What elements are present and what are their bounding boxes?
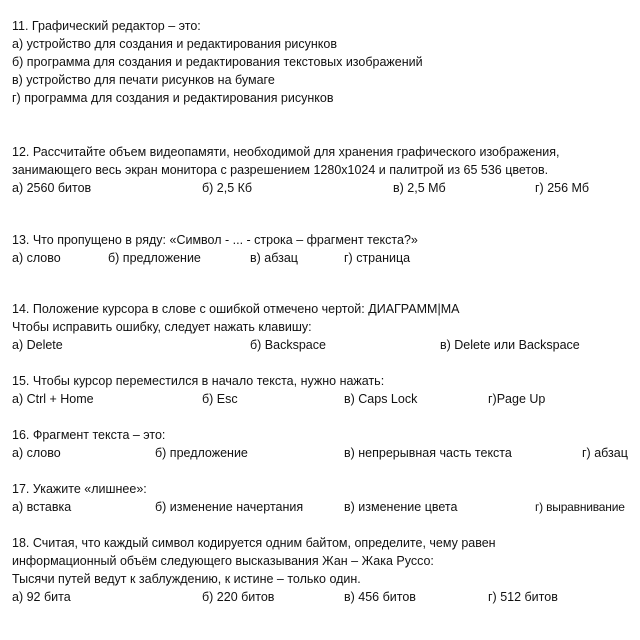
question-14-title: 14. Положение курсора в слове с ошибкой отмечено чертой: ДИАГРАММ|МА (12, 302, 460, 316)
question-11-title: 11. Графический редактор – это: (12, 19, 201, 33)
question-17-option-d: г) выравнивание (535, 500, 625, 514)
question-16-option-b: б) предложение (155, 446, 248, 460)
question-12-option-d: г) 256 Мб (535, 181, 590, 195)
question-11-option-d: г) программа для создания и редактирования рисунков (12, 91, 334, 105)
question-13-title: 13. Что пропущено в ряду: «Символ - ... - строка – фрагмент текста?» (12, 233, 418, 247)
question-12-option-a: а) 2560 битов (12, 181, 92, 195)
question-14-option-c: в) Delete или Backspace (440, 338, 580, 352)
question-18-option-d: г) 512 битов (488, 590, 558, 604)
question-15-option-a: а) Ctrl + Home (12, 392, 94, 406)
question-14-option-b: б) Backspace (250, 338, 326, 352)
question-17-option-a: а) вставка (12, 500, 72, 514)
question-16-option-a: а) слово (12, 446, 61, 460)
question-17-title: 17. Укажите «лишнее»: (12, 482, 147, 496)
question-12-option-b: б) 2,5 Кб (202, 181, 253, 195)
question-14-option-a: а) Delete (12, 338, 63, 352)
question-11-option-a: а) устройство для создания и редактирования рисунков (12, 37, 337, 51)
question-13-option-a: а) слово (12, 251, 61, 265)
question-15-option-d: г)Page Up (488, 392, 546, 406)
question-13-option-d: г) страница (344, 251, 411, 265)
question-12-option-c: в) 2,5 Мб (393, 181, 446, 195)
question-17-option-b: б) изменение начертания (155, 500, 304, 514)
question-18-option-a: а) 92 бита (12, 590, 71, 604)
question-16-option-c: в) непрерывная часть текста (344, 446, 512, 460)
question-11-option-b: б) программа для создания и редактирования текстовых изображений (12, 55, 423, 69)
question-15-option-c: в) Caps Lock (344, 392, 418, 406)
question-18-option-b: б) 220 битов (202, 590, 275, 604)
question-15-title: 15. Чтобы курсор переместился в начало текста, нужно нажать: (12, 374, 385, 388)
question-12-title: 12. Рассчитайте объем видеопамяти, необходимой для хранения графического изображения, (12, 145, 560, 159)
question-13-option-b: б) предложение (108, 251, 201, 265)
question-13-option-c: в) абзац (250, 251, 298, 265)
question-12-title-line-2: занимающего весь экран монитора с разрешением 1280x1024 и палитрой из 65 536 цветов. (12, 163, 549, 177)
question-16-title: 16. Фрагмент текста – это: (12, 428, 166, 442)
question-14-title-line-2: Чтобы исправить ошибку, следует нажать клавишу: (12, 320, 312, 334)
question-11-option-c: в) устройство для печати рисунков на бумаге (12, 73, 275, 87)
question-18-option-c: в) 456 битов (344, 590, 416, 604)
question-15-option-b: б) Esc (202, 392, 238, 406)
question-16-option-d: г) абзац (582, 446, 628, 460)
question-18-title-line-2: информационный объём следующего высказывания Жан – Жака Руссо: (12, 554, 434, 568)
question-18-title-line-3: Тысячи путей ведут к заблуждению, к истине – только один. (12, 572, 361, 586)
question-17-option-c: в) изменение цвета (344, 500, 458, 514)
question-18-title: 18. Считая, что каждый символ кодируется одним байтом, определите, чему равен (12, 536, 496, 550)
